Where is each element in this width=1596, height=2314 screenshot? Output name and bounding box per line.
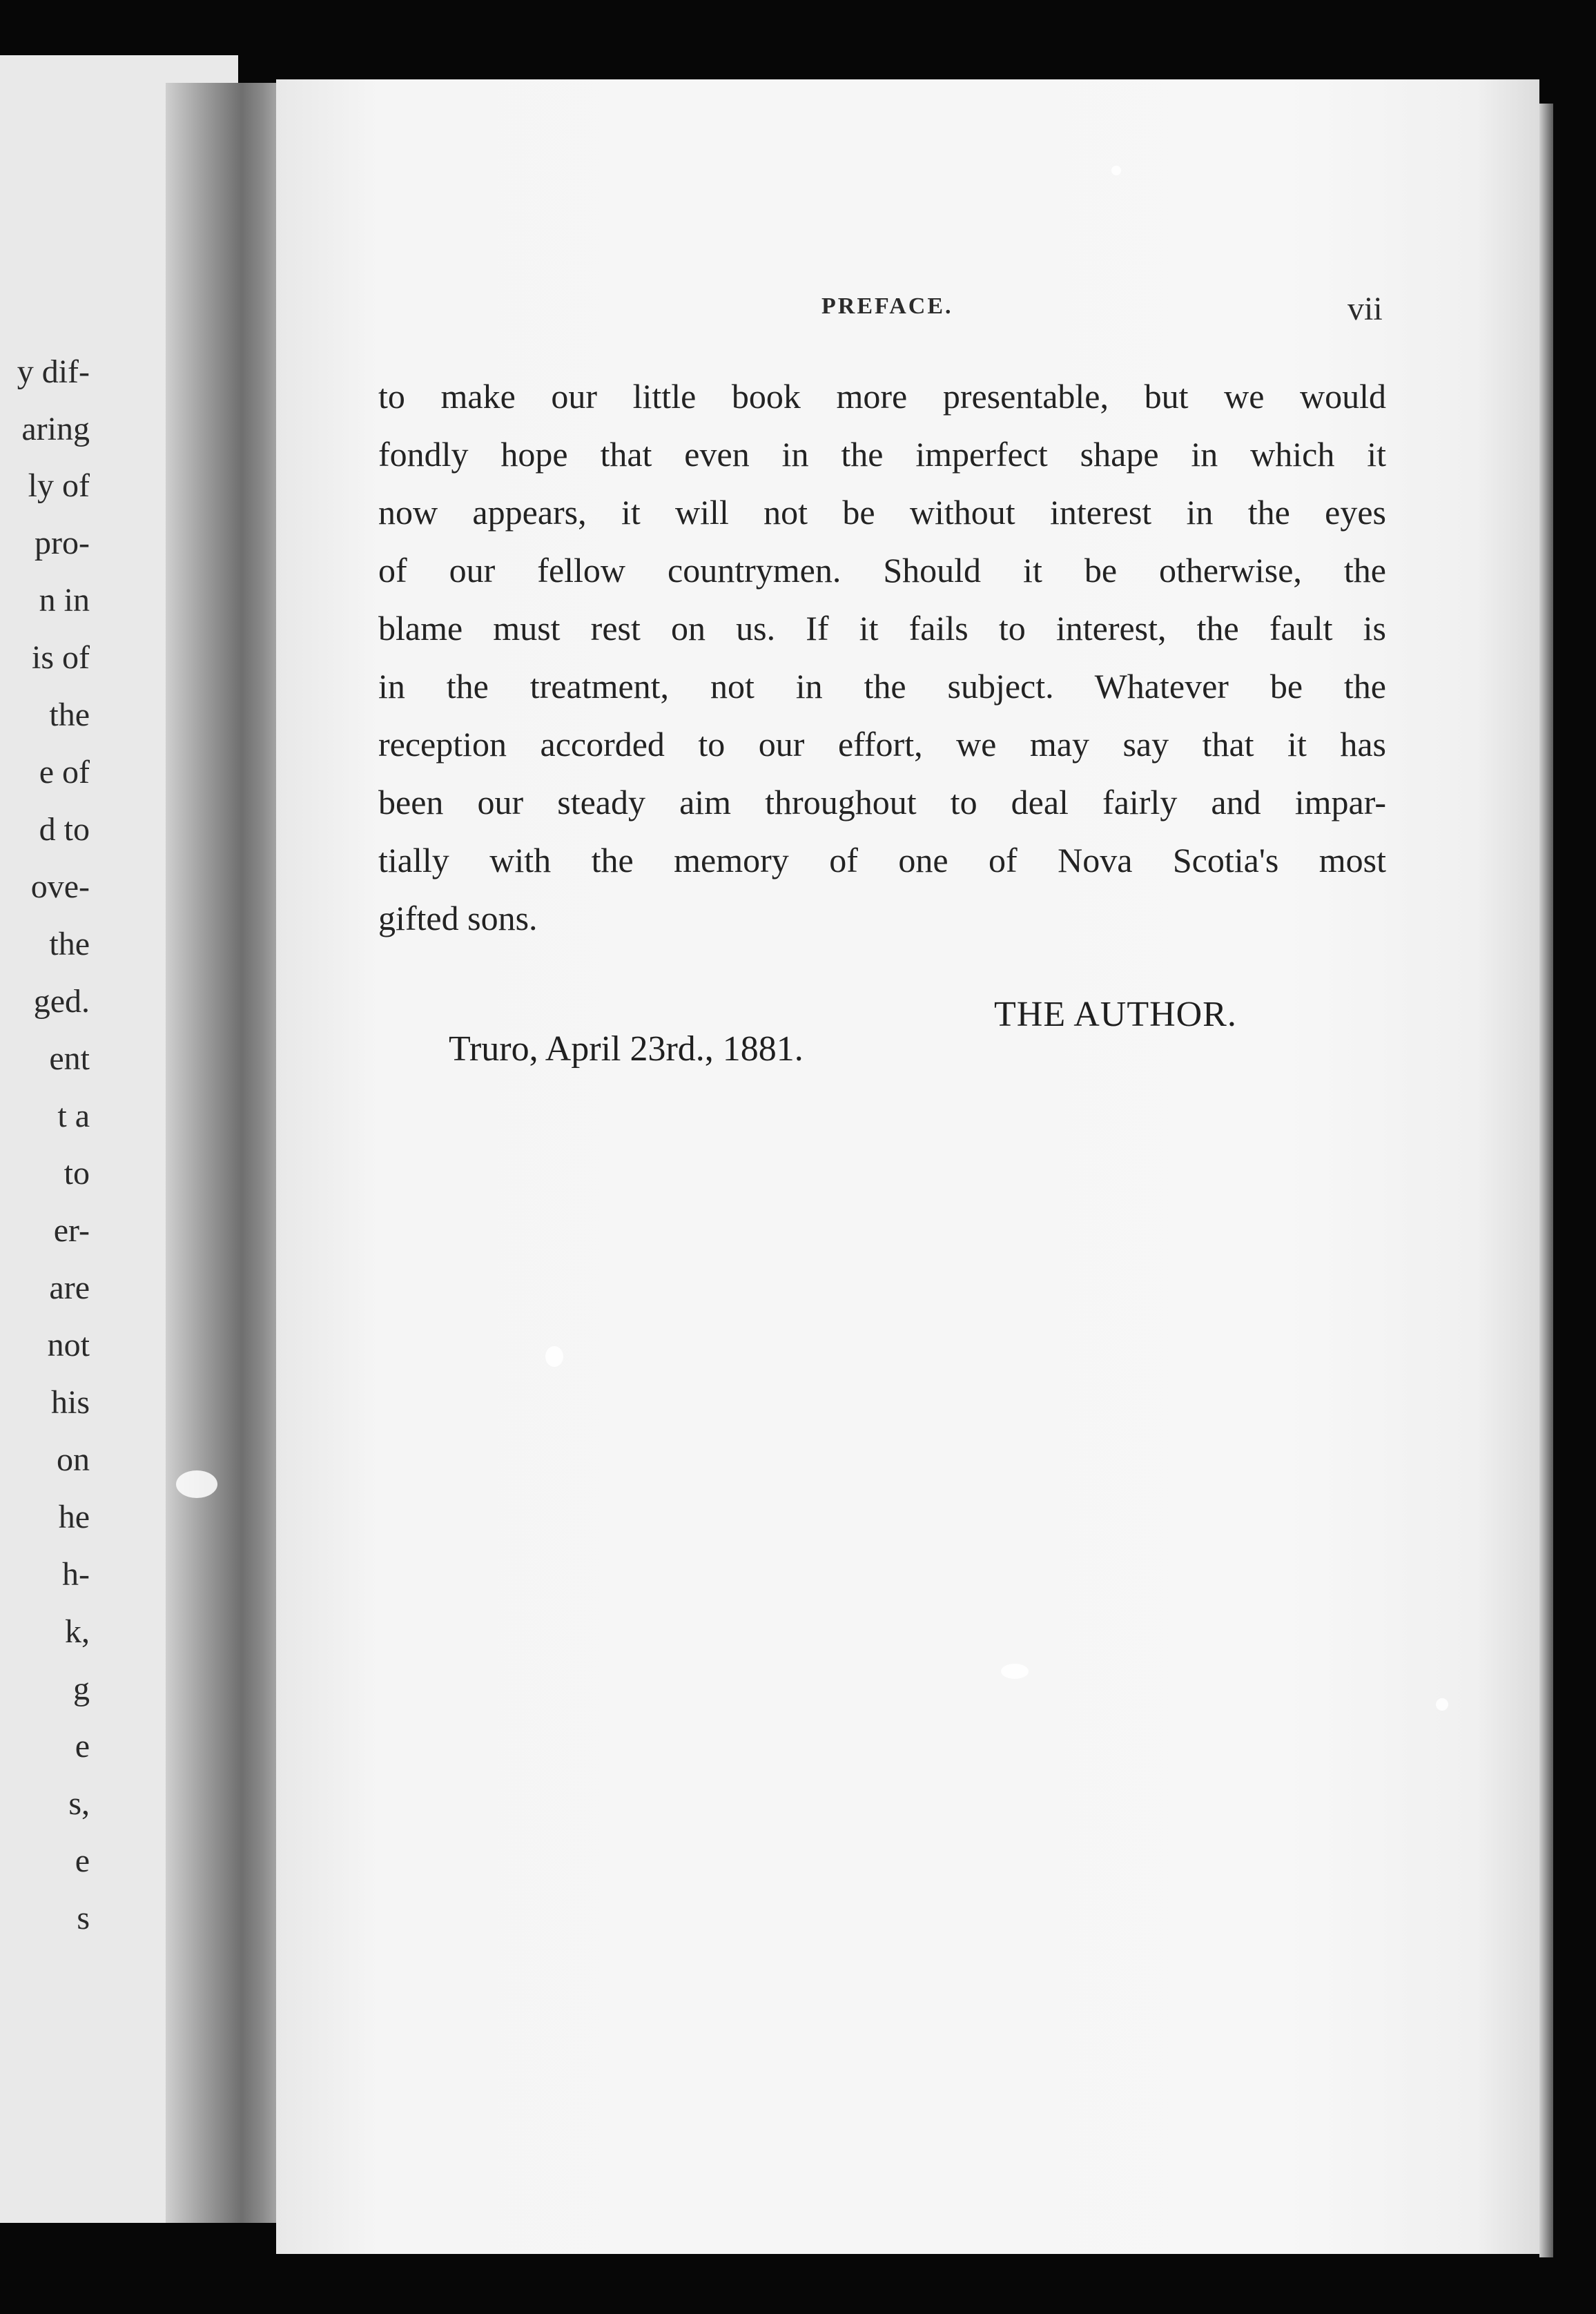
left-page-fragment: he bbox=[58, 1499, 90, 1535]
text-line: gifted sons. bbox=[378, 899, 538, 937]
text-line: to make our little book more presentable, but we would bbox=[378, 377, 1386, 416]
left-page-fragment: the bbox=[49, 697, 90, 733]
left-page-fragment: ged. bbox=[33, 983, 90, 1020]
dateline: Truro, April 23rd., 1881. bbox=[449, 1029, 804, 1069]
left-page-fragment: his bbox=[50, 1384, 90, 1421]
left-page-fragment: on bbox=[57, 1441, 90, 1478]
text-line: blame must rest on us. If it fails to interest, the fault is bbox=[378, 609, 1386, 648]
left-page-fragment: d to bbox=[39, 811, 90, 848]
left-page-fragment: ove- bbox=[30, 868, 90, 905]
left-page-fragment: er- bbox=[53, 1212, 90, 1249]
running-head: PREFACE. bbox=[821, 293, 953, 319]
scan-speck bbox=[545, 1346, 563, 1367]
text-line: in the treatment, not in the subject. Whatever be the bbox=[378, 667, 1386, 706]
author-signature: THE AUTHOR. bbox=[994, 995, 1237, 1034]
text-line: been our steady aim throughout to deal fairly and impar- bbox=[378, 783, 1386, 821]
text-line: now appears, it will not be without interest in the eyes bbox=[378, 493, 1386, 532]
left-page-fragment: s, bbox=[68, 1785, 90, 1822]
left-page-fragment: ent bbox=[49, 1040, 90, 1077]
left-page-fragment: y dif- bbox=[17, 353, 90, 390]
left-page-fragment: e of bbox=[39, 754, 90, 790]
left-page-fragment: e bbox=[75, 1728, 90, 1764]
preface-paragraph bbox=[378, 376, 1386, 956]
left-page-fragment: is of bbox=[32, 639, 90, 676]
left-page-fragment: to bbox=[64, 1155, 90, 1192]
left-page-fragment: the bbox=[49, 926, 90, 962]
text-line: fondly hope that even in the imperfect shape in which it bbox=[378, 435, 1386, 474]
left-page-fragment: s bbox=[77, 1900, 90, 1936]
left-page-fragment: k, bbox=[65, 1613, 90, 1650]
left-page-fragment: pro- bbox=[35, 525, 90, 561]
scan-speck bbox=[176, 1470, 217, 1498]
left-page-fragment: are bbox=[49, 1270, 90, 1306]
left-page-fragment: t a bbox=[57, 1098, 90, 1134]
left-page-fragment: g bbox=[73, 1671, 90, 1707]
scan-speck bbox=[1001, 1664, 1029, 1679]
text-line: of our fellow countrymen. Should it be otherwise, the bbox=[378, 551, 1386, 590]
left-page-fragment: not bbox=[47, 1327, 90, 1363]
scan-speck bbox=[1111, 166, 1121, 175]
page-number: vii bbox=[1347, 291, 1383, 327]
left-page-fragment: n in bbox=[39, 582, 90, 619]
left-page-fragment: h- bbox=[62, 1556, 90, 1593]
page-edge-shadow bbox=[1539, 104, 1553, 2257]
left-page-fragment: e bbox=[75, 1843, 90, 1879]
text-line: reception accorded to our effort, we may say that it has bbox=[378, 725, 1386, 764]
text-line: tially with the memory of one of Nova Scotia's most bbox=[378, 841, 1386, 879]
scan-speck bbox=[1436, 1698, 1448, 1711]
left-page-fragment: aring bbox=[21, 411, 90, 447]
left-page-fragment: ly of bbox=[28, 467, 90, 504]
